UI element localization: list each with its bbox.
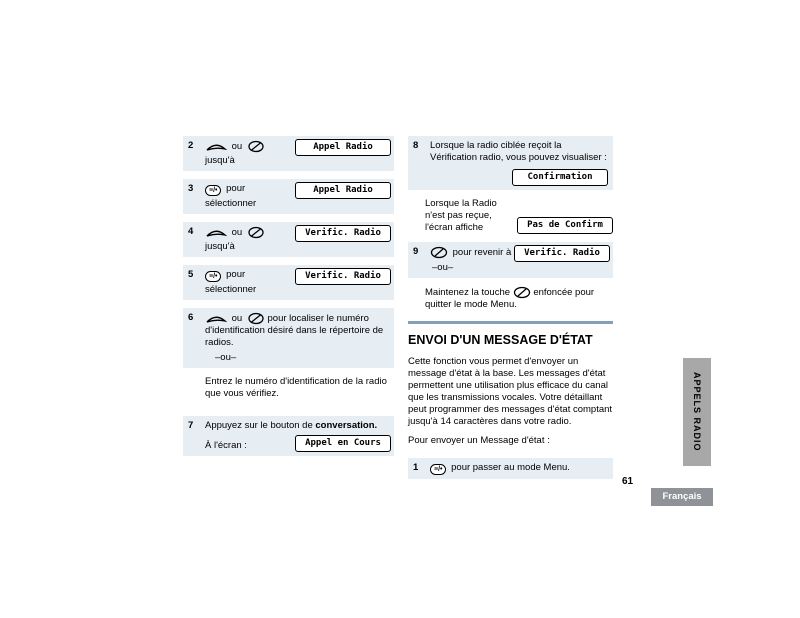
step-subline: jusqu'à [205,241,235,253]
scroll-down-button-icon [247,312,265,325]
not-received-note [408,198,613,234]
ou-separator: –ou– [432,262,454,274]
step-number: 6 [188,312,194,324]
step-4 [183,222,394,257]
scroll-up-button-icon [205,313,227,325]
step-6 [183,308,394,368]
step-text-bold: conversation. [315,420,378,432]
section-title: ENVOI D'UN MESSAGE D'ÉTAT [408,333,593,348]
step-1 [408,458,613,479]
step-word-pour: pour [226,183,246,195]
step-number: 4 [188,226,194,238]
menu-select-button-icon: ≡/• [430,464,446,475]
hold-note-post: enfoncée pour quitter le mode Menu. [425,287,595,311]
step-7 [183,416,394,456]
lcd-display: Verific. Radio [295,268,391,285]
lcd-display: Confirmation [512,169,608,186]
step-5 [183,265,394,300]
step-subline: jusqu'à [205,155,235,167]
chapter-tab-appels-radio [683,358,711,466]
note-text: Lorsque la Radio n'est pas reçue, l'écran affiche [425,198,497,233]
lcd-display: Appel Radio [295,182,391,199]
section-divider [408,321,613,324]
step-text: pour localiser le numéro d'identification désiré dans le répertoire de radios. [205,313,384,349]
step-number: 7 [188,420,194,432]
exit-button-icon [513,286,531,299]
step-number: 8 [413,140,419,151]
page-number: 61 [622,476,634,487]
lcd-display: Appel en Cours [295,435,391,452]
scroll-up-button-icon [205,227,227,239]
step-text: Lorsque la radio ciblée reçoit la Vérification radio, vous pouvez visualiser : [430,140,607,163]
lcd-display: Verific. Radio [514,245,610,262]
step-number: 2 [188,140,194,151]
step-subline: sélectionner [205,198,257,210]
step-number: 9 [413,246,419,257]
left-column [183,136,394,464]
step-8 [408,136,613,190]
step-subline: sélectionner [205,284,257,296]
menu-select-button-icon: ≡/• [205,185,221,196]
step-number: 3 [188,183,194,195]
ou-separator: –ou– [215,352,237,364]
step-word-pour: pour [226,269,246,281]
scroll-down-button-icon [247,226,265,239]
step-text: pour passer au mode Menu. [451,462,570,474]
step-2 [183,136,394,171]
right-column [408,136,613,479]
step-6-note [183,372,394,404]
step-number: 1 [413,462,419,474]
language-tab [651,488,713,506]
scroll-down-button-icon [247,140,265,153]
step-word-ou: ou [231,313,243,325]
section-body: Cette fonction vous permet d'envoyer un message d'état à la base. Les messages d'état permettent une utilisation plus efficace du canal que les transmissions vocales. Votre détaillant peut programmer des messages d'état comptant jusqu'à 14 caractères dans votre radio. [408,356,613,428]
hold-exit-note [408,286,613,311]
menu-select-button-icon: ≡/• [205,271,221,282]
scroll-up-button-icon [205,141,227,153]
lcd-display: Appel Radio [295,139,391,156]
exit-button-icon [430,246,448,259]
step-text: pour revenir à [452,247,512,259]
step-word-ou: ou [231,227,243,239]
language-tab-label: Français [662,491,702,502]
lcd-display: Verific. Radio [295,225,391,242]
step-note-text: Entrez le numéro d'identification de la radio que vous vérifiez. [205,376,387,400]
step-number: 5 [188,269,194,281]
step-text: Appuyez sur le bouton de [205,420,313,432]
screen-label: À l'écran : [205,440,247,452]
lcd-display: Pas de Confirm [517,217,613,234]
hold-note-pre: Maintenez la touche [425,287,511,299]
section-intro: Pour envoyer un Message d'état : [408,435,550,447]
chapter-tab-label: APPELS RADIO [692,372,702,452]
step-9 [408,242,613,278]
step-word-ou: ou [231,141,243,153]
step-3 [183,179,394,214]
